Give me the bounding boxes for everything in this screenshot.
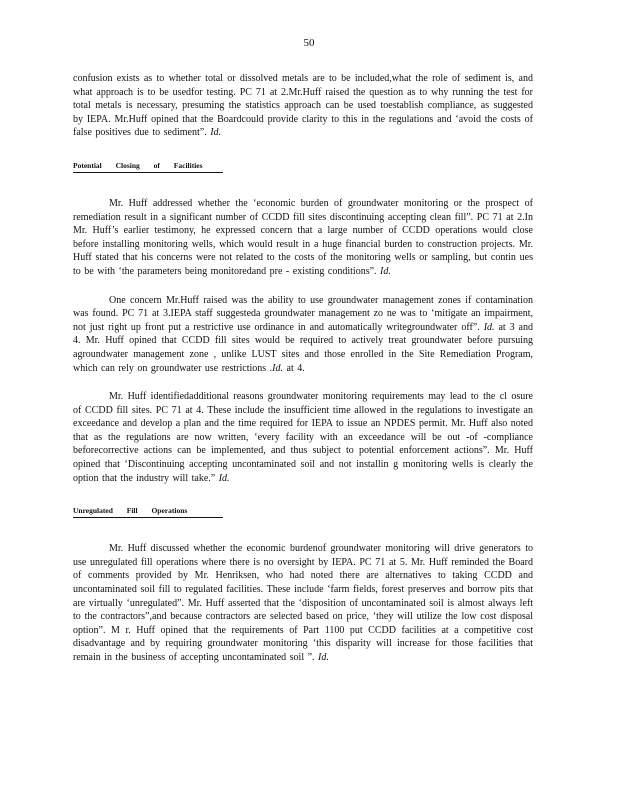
paragraph-economic-burden — [73, 197, 533, 279]
page-number: 50 — [303, 37, 315, 49]
citation: Id. — [272, 362, 284, 374]
paragraph-text: Mr. Huff addressed whether the ‘economic burden of groundwater monitoring or the prospect of remediation result in a significant number of CCDD fill sites discontinuing accepting clean fill”. PC 71 at 2.In Mr. Huff’s earlier testimony, he expressed concern that a large number of CCDD operations would close before installing monitoring wells, which would result in a huge financial burden to construction projects. Mr. Huff stated that his concerns were not related to the costs of the monitoring wells or sampling, but contin ues to be with ‘the parameters being monitoredand pre - existing conditions”. — [73, 197, 533, 277]
paragraph-continued — [73, 72, 533, 140]
citation: Id. — [218, 472, 230, 484]
citation: Id. — [318, 652, 329, 663]
paragraph-additional-reasons — [73, 390, 533, 485]
section-heading-potential-closing: Potential Closing of Facilities — [73, 160, 223, 173]
paragraph-text: confusion exists as to whether total or dissolved metals are to be included,what the role of sediment is, and what approach is to be usedfor testing. PC 71 at 2.Mr.Huff raised the question as to why running the test for total metals is necessary, presuming the statistics approach can be used toestablish compliance, as suggested by IEPA. Mr.Huff opined that the Boardcould provide clarity to this in the regulations and ‘avoid the costs of false positives due to sediment”. — [73, 73, 533, 139]
paragraph-text: Mr. Huff identifiedadditional reasons groundwater monitoring requirements may lead to the cl osure of CCDD fill sites. PC 71 at 4. These include the insufficient time allowed in the regulations to investigate an exceedance and develop a plan and the time required for IEPA to issue an NPDES permit. Mr. Huff also noted that as the regulations are now written, ‘every facility with an exceedance will be out -of -compliance beforecorrective actions can be implemented, and thus subject to potential enforcement actions”. Mr. Huff opined that ‘Discontinuing accepting uncontaminated soil and not installin g monitoring wells is clearly the option that the industry will take.” — [73, 391, 533, 484]
citation: Id. — [380, 265, 391, 277]
paragraph-text: at 3 and 4. Mr. Huff opined that CCDD fill sites would be required to actively treat groundwater before pursuing agroundwater management zone , unlike LUST sites and those enrolled in the Site Remediation Program, which can rely on groundwater use restrictions . — [73, 321, 533, 374]
paragraph-unregulated-operations — [73, 542, 533, 664]
citation: Id. — [210, 127, 222, 139]
citation: Id. — [483, 321, 495, 333]
section-heading-unregulated-fill: Unregulated Fill Operations — [73, 505, 223, 518]
paragraph-management-zones — [73, 294, 533, 376]
document-body — [73, 72, 533, 665]
paragraph-text: at 4. — [286, 362, 305, 374]
paragraph-text: Mr. Huff discussed whether the economic burdenof groundwater monitoring will drive generators to use unregulated fill operations where there is no oversight by IEPA. PC 71 at 5. Mr. Huff reminded the Board of comments provided by Mr. Henriksen, who had noted there are alternatives to taking CCDD and uncontaminated soil fill to regulated facilities. These include ‘farm fields, forest preserves and borrow pits that are virtually ‘unregulated”. Mr. Huff asserted that the ‘disposition of uncontaminated soil is almost always left to the contractors”,and because contractors are selected based on price, ‘they will utilize the low cost disposal option”. M r. Huff opined that the requirements of Part 1100 put CCDD facilities at a competitive cost disadvantage and by requiring groundwater monitoring ‘this disparity will increase for those facilities that remain in the business of accepting uncontaminated soil ”. — [73, 543, 533, 663]
paragraph-text: One concern Mr.Huff raised was the ability to use groundwater management zones if contamination was found. PC 71 at 3.IEPA staff suggesteda groundwater management zo ne was to ‘mitigate an impairment, not just right up front put a restrictive use ordinance in and automatically writegroundwater off”. — [73, 294, 533, 333]
